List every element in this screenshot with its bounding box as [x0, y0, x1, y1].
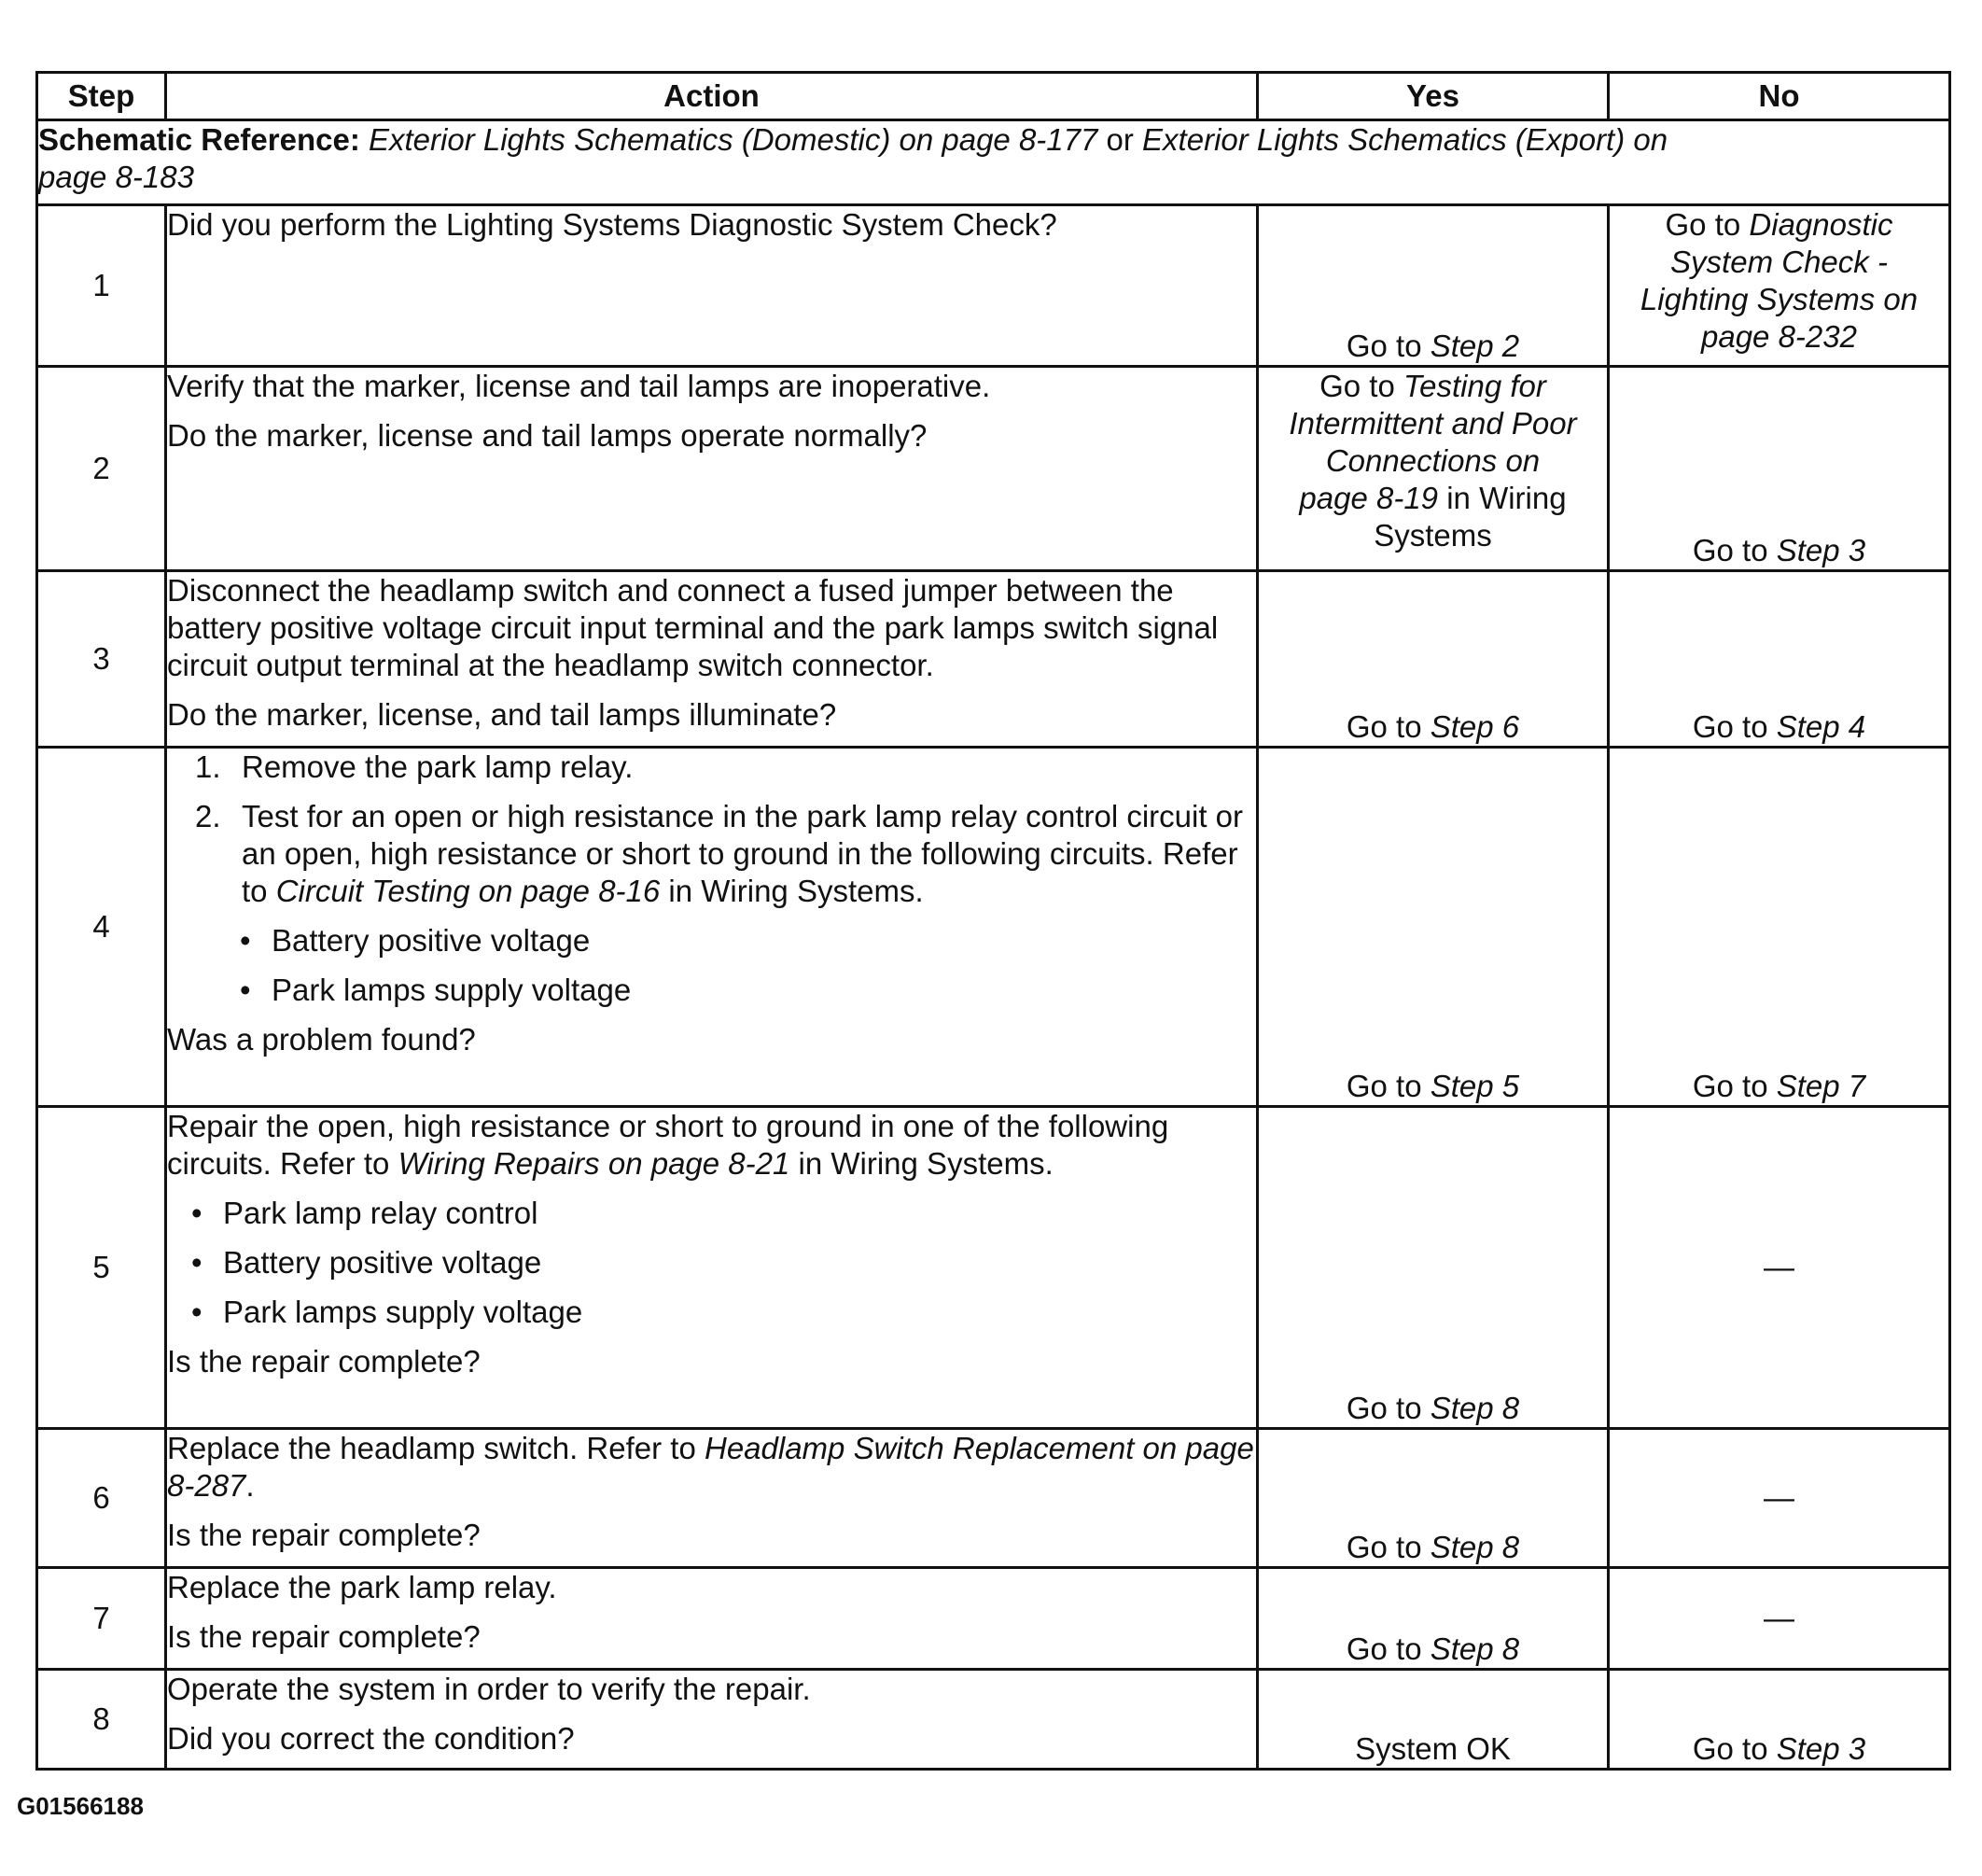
step-number: 4 — [37, 748, 166, 1107]
bullet-text: Battery positive voltage — [223, 1245, 542, 1280]
action-instruction: Disconnect the headlamp switch and connect a fused jumper between the battery positive voltage circuit input terminal and the park lamps switch signal circuit output terminal at the headlamp switch connector. — [167, 573, 1219, 682]
yes-prefix: Go to — [1346, 1069, 1431, 1103]
action-text-pre: Replace the headlamp switch. Refer to — [167, 1431, 705, 1465]
wiring-repairs-link[interactable]: Wiring Repairs on page 8-21 — [398, 1146, 790, 1181]
bullet-text: Park lamps supply voltage — [272, 973, 632, 1007]
yes-prefix: Go to — [1346, 709, 1431, 744]
no-prefix: Go to — [1692, 1731, 1777, 1766]
table-row — [37, 205, 1950, 367]
yes-step-link[interactable]: Step 8 — [1430, 1530, 1520, 1564]
yes-cell — [1258, 571, 1609, 748]
item-number: 2. — [195, 799, 221, 833]
no-prefix: Go to — [1692, 709, 1777, 744]
table-row — [37, 1670, 1950, 1770]
item-text-post: in Wiring Systems. — [660, 874, 924, 908]
bullet-text: Battery positive voltage — [272, 923, 591, 958]
table-row — [37, 1107, 1950, 1429]
step-number: 2 — [37, 367, 166, 571]
yes-prefix: Go to — [1346, 1530, 1431, 1564]
no-link-line-4[interactable]: page 8-232 — [1701, 319, 1857, 354]
no-cell — [1609, 367, 1950, 571]
diagnostic-table — [35, 71, 1951, 1771]
step-number: 5 — [37, 1107, 166, 1429]
yes-cell — [1258, 748, 1609, 1107]
yes-step-link[interactable]: Step 6 — [1430, 709, 1520, 744]
no-dash: — — [1764, 1601, 1794, 1635]
action-question: Is the repair complete? — [167, 1344, 481, 1379]
no-link-line-3[interactable]: Lighting Systems on — [1640, 282, 1919, 316]
item-text-pre: Test for an open or high resistance in the park lamp relay control circuit or an open, high resistance or short to ground in the following circuits. Refer to — [242, 799, 1244, 908]
no-cell — [1609, 1429, 1950, 1568]
action-instruction — [167, 1108, 1256, 1183]
no-cell — [1609, 571, 1950, 748]
numbered-item — [195, 798, 1256, 910]
figure-id: G01566188 — [17, 1792, 144, 1820]
yes-step-link[interactable]: Step 5 — [1430, 1069, 1520, 1103]
table-row — [37, 1429, 1950, 1568]
yes-suffix: in Wiring — [1438, 481, 1567, 515]
table-row — [37, 571, 1950, 748]
step-number: 8 — [37, 1670, 166, 1770]
yes-cell — [1258, 1670, 1609, 1770]
step-number: 6 — [37, 1429, 166, 1568]
table-row — [37, 748, 1950, 1107]
no-step-link[interactable]: Step 4 — [1776, 709, 1866, 744]
bullet-item — [240, 972, 1256, 1009]
item-text — [242, 798, 1256, 910]
no-step-link[interactable]: Step 3 — [1776, 1731, 1866, 1766]
action-instruction — [167, 1430, 1256, 1505]
yes-prefix: Go to — [1346, 1631, 1431, 1666]
bullet-icon: • — [240, 973, 251, 1007]
headlamp-switch-replacement-link[interactable]: Headlamp Switch Replacement on page 8-287 — [167, 1431, 1254, 1503]
item-number: 1. — [195, 749, 221, 784]
action-instruction: Replace the park lamp relay. — [167, 1570, 557, 1604]
schematic-reference-label: Schematic Reference: — [38, 122, 360, 157]
bullet-item — [240, 922, 1256, 959]
action-cell — [166, 1568, 1258, 1670]
action-cell — [166, 367, 1258, 571]
yes-prefix: Go to — [1319, 369, 1403, 403]
bullet-item — [191, 1244, 1256, 1281]
no-cell — [1609, 1107, 1950, 1429]
schematic-reference-row — [37, 120, 1950, 205]
header-action: Action — [166, 73, 1258, 120]
yes-step-link[interactable]: Step 8 — [1430, 1391, 1520, 1425]
no-cell — [1609, 748, 1950, 1107]
no-cell — [1609, 1568, 1950, 1670]
table-row — [37, 1568, 1950, 1670]
no-dash: — — [1764, 1250, 1794, 1284]
action-text-post: in Wiring Systems. — [789, 1146, 1054, 1181]
action-cell — [166, 571, 1258, 748]
schematic-link-domestic[interactable]: Exterior Lights Schematics (Domestic) on page 8-177 — [369, 122, 1098, 157]
action-cell — [166, 205, 1258, 367]
header-row — [37, 73, 1950, 120]
bullet-text: Park lamps supply voltage — [223, 1295, 583, 1329]
no-prefix: Go to — [1692, 533, 1777, 567]
yes-cell — [1258, 367, 1609, 571]
action-text-post: . — [245, 1468, 255, 1503]
yes-text: System OK — [1355, 1731, 1511, 1766]
schematic-or-text: or — [1097, 122, 1143, 157]
action-question: Did you correct the condition? — [167, 1721, 575, 1756]
action-question: Was a problem found? — [167, 1022, 476, 1057]
yes-prefix: Go to — [1346, 1391, 1431, 1425]
bullet-icon: • — [191, 1245, 202, 1280]
action-cell — [166, 1429, 1258, 1568]
no-step-link[interactable]: Step 3 — [1776, 533, 1866, 567]
bullet-item — [191, 1294, 1256, 1331]
no-prefix: Go to — [1665, 207, 1750, 242]
yes-link-line-1[interactable]: Testing for — [1403, 369, 1546, 403]
action-question: Is the repair complete? — [167, 1518, 481, 1552]
step-number: 7 — [37, 1568, 166, 1670]
step-number: 1 — [37, 205, 166, 367]
schematic-reference-cell — [37, 120, 1950, 205]
header-step: Step — [37, 73, 166, 120]
step-number: 3 — [37, 571, 166, 748]
no-dash: — — [1764, 1480, 1794, 1515]
action-cell — [166, 748, 1258, 1107]
yes-cell — [1258, 1107, 1609, 1429]
circuit-testing-link[interactable]: Circuit Testing on page 8-16 — [275, 874, 661, 908]
schematic-link-export[interactable]: Exterior Lights Schematics (Export) on — [1142, 122, 1668, 157]
yes-cell — [1258, 1429, 1609, 1568]
action-text: Did you perform the Lighting Systems Diagnostic System Check? — [167, 207, 1057, 242]
bullet-icon: • — [191, 1196, 202, 1230]
no-step-link[interactable]: Step 7 — [1776, 1069, 1866, 1103]
table-row — [37, 367, 1950, 571]
yes-step-link[interactable]: Step 8 — [1430, 1631, 1520, 1666]
yes-link-line-4[interactable]: page 8-19 — [1299, 481, 1439, 515]
yes-line-5: Systems — [1374, 518, 1492, 553]
no-link-line-1[interactable]: Diagnostic — [1749, 207, 1893, 242]
action-text-pre: Repair the open, high resistance or short to ground in one of the following circuits. Refer to — [167, 1109, 1169, 1181]
header-no: No — [1609, 73, 1950, 120]
bullet-icon: • — [191, 1295, 202, 1329]
no-link-line-2[interactable]: System Check - — [1670, 245, 1888, 279]
action-question: Do the marker, license and tail lamps operate normally? — [167, 418, 928, 453]
bullet-item — [191, 1195, 1256, 1232]
no-prefix: Go to — [1692, 1069, 1777, 1103]
yes-step-link[interactable]: Step 2 — [1430, 329, 1520, 363]
no-cell — [1609, 1670, 1950, 1770]
header-yes: Yes — [1258, 73, 1609, 120]
bullet-text: Park lamp relay control — [223, 1196, 538, 1230]
yes-prefix: Go to — [1346, 329, 1431, 363]
schematic-link-export-page[interactable]: page 8-183 — [38, 160, 194, 194]
action-question: Do the marker, license, and tail lamps illuminate? — [167, 697, 837, 732]
action-instruction: Verify that the marker, license and tail lamps are inoperative. — [167, 369, 991, 403]
action-question: Is the repair complete? — [167, 1619, 481, 1654]
yes-link-line-2[interactable]: Intermittent and Poor — [1289, 406, 1577, 441]
numbered-item — [195, 749, 1256, 786]
no-cell — [1609, 205, 1950, 367]
item-text: Remove the park lamp relay. — [242, 749, 634, 784]
action-instruction: Operate the system in order to verify the repair. — [167, 1672, 811, 1706]
yes-cell — [1258, 1568, 1609, 1670]
action-cell — [166, 1107, 1258, 1429]
action-cell — [166, 1670, 1258, 1770]
bullet-icon: • — [240, 923, 251, 958]
yes-cell — [1258, 205, 1609, 367]
yes-link-line-3[interactable]: Connections on — [1325, 443, 1541, 478]
